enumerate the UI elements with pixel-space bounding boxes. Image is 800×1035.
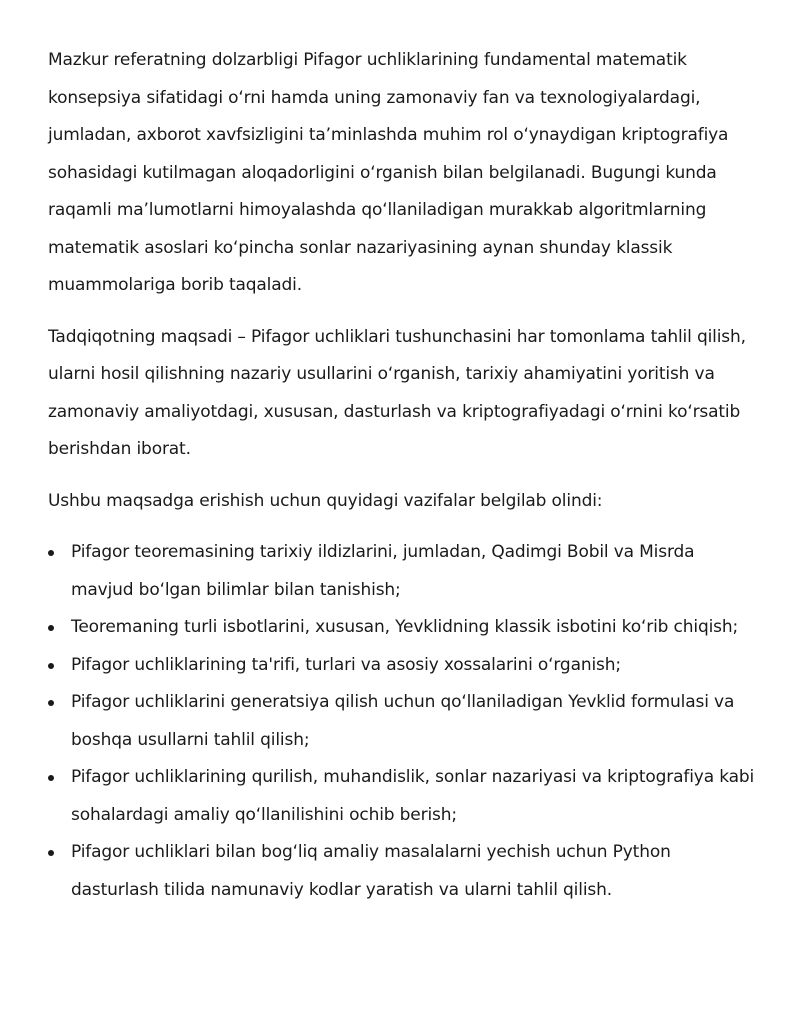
list-item (48, 759, 760, 834)
list-item-text: Pifagor teoremasining tarixiy ildizlarini, jumladan, Qadimgi Bobil va Misrda mavjud bo‘lgan bilimlar bilan tanishish; (71, 542, 695, 600)
list-item (48, 609, 760, 647)
list-item (48, 647, 760, 685)
list-item-text: Teoremaning turli isbotlarini, xususan, Yevklidning klassik isbotini ko‘rib chiqish; (71, 617, 739, 637)
bullet-icon (48, 700, 54, 706)
list-item (48, 684, 760, 759)
bullet-icon (48, 550, 54, 556)
bullet-icon (48, 663, 54, 669)
bullet-icon (48, 850, 54, 856)
document-page (48, 42, 760, 909)
list-item-text: Pifagor uchliklarining ta'rifi, turlari va asosiy xossalarini o‘rganish; (71, 654, 621, 675)
relevance-paragraph: Mazkur referatning dolzarbligi Pifagor uchliklarining fundamental matematik konsepsiya sifatidagi o‘rni hamda uning zamonaviy fan va texnologiyalardagi, jumladan, axborot xavfsizligini ta’minlashda muhim rol o‘ynaydigan kriptografiya sohasidagi kutilmagan aloqadorligini o‘rganish bilan belgilanadi. Bugungi kunda raqamli ma’lumotlarni himoyalashda qo‘llaniladigan murakkab algoritmlarning matematik asoslari ko‘pincha sonlar nazariyasining aynan shunday klassik muammolariga borib taqaladi. (48, 50, 729, 295)
tasks-list (48, 534, 760, 909)
list-item-text: Pifagor uchliklarining qurilish, muhandislik, sonlar nazariyasi va kriptografiya kabi sohalardagi amaliy qo‘llanilishini ochib berish; (71, 767, 755, 825)
tasks-intro-paragraph: Ushbu maqsadga erishish uchun quyidagi vazifalar belgilab olindi: (48, 490, 603, 511)
bullet-icon (48, 775, 54, 781)
list-item-text: Pifagor uchliklari bilan bog‘liq amaliy masalalarni yechish uchun Python dasturlash tilida namunaviy kodlar yaratish va ularni tahlil qilish. (71, 842, 671, 900)
goal-paragraph: Tadqiqotning maqsadi – Pifagor uchliklari tushunchasini har tomonlama tahlil qilish, ularni hosil qilishning nazariy usullarini o‘rganish, tarixiy ahamiyatini yoritish va zamonaviy amaliyotdagi, xususan, dasturlash va kriptografiyadagi o‘rnini ko‘rsatib berishdan iborat. (48, 326, 746, 459)
list-item (48, 534, 760, 609)
list-item (48, 834, 760, 909)
list-item-text: Pifagor uchliklarini generatsiya qilish uchun qo‘llaniladigan Yevklid formulasi va boshqa usullarni tahlil qilish; (71, 692, 735, 750)
bullet-icon (48, 625, 54, 631)
